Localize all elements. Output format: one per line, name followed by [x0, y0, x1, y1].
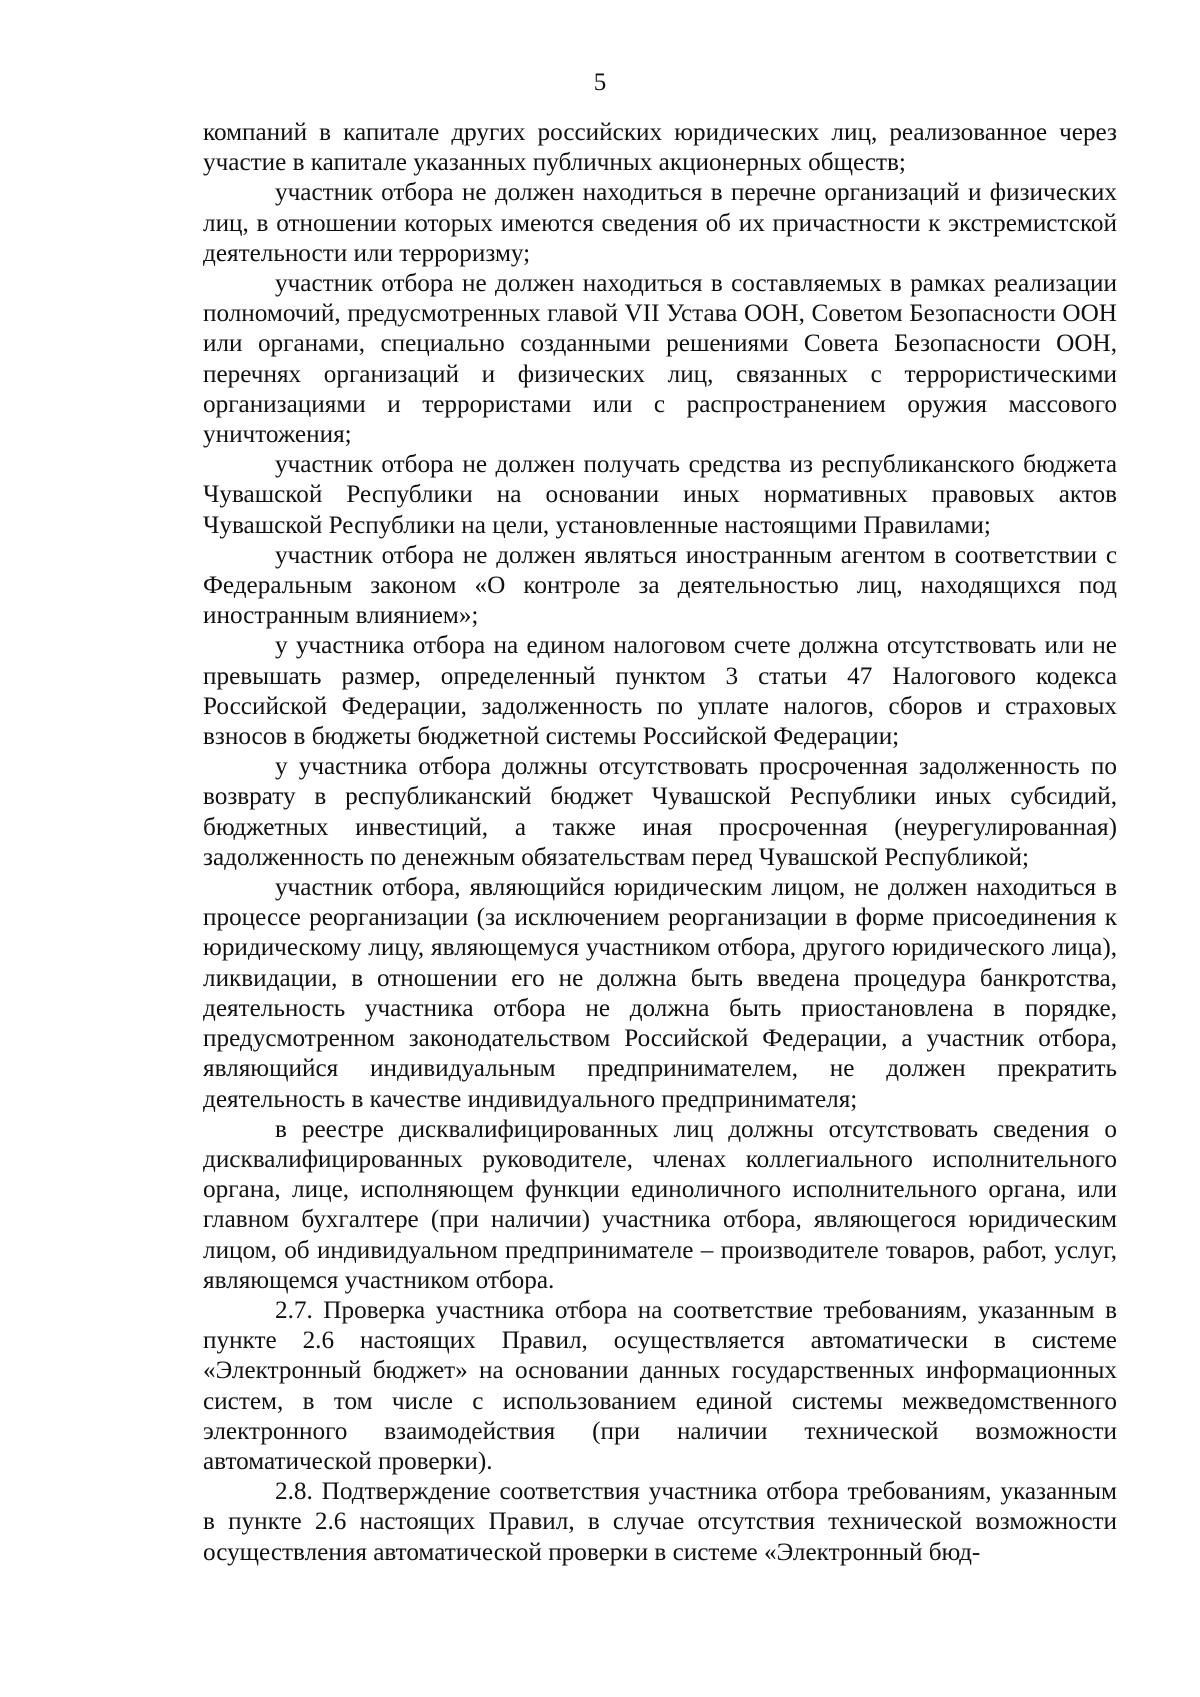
paragraph-continuation: компаний в капитале других российских юридических лиц, реализованное через участие в капитале указанных публичных акционерных обществ;: [203, 119, 1117, 177]
paragraph-2-7: 2.7. Проверка участника отбора на соответствие требованиям, указанным в пункте 2.6 настоящих Правил, осуществляется автоматически в системе «Электронный бюджет» на основании данных государственных информационных систем, в том числе с использованием единой системы межведомственного электронного взаимодействия (при наличии технической возможности автоматической проверки).: [203, 1296, 1117, 1475]
paragraph: в реестре дисквалифицированных лиц должны отсутствовать сведения о дисквалифицированных руководителе, членах коллегиального исполнительного органа, лице, исполняющем функции единоличного исполнительного органа, или главном бухгалтере (при наличии) участника отбора, являющегося юридическим лицом, об индивидуальном предпринимателе – производителе товаров, работ, услуг, являющемся участником отбора.: [203, 1115, 1117, 1294]
paragraph: участник отбора не должен находиться в составляемых в рамках реализации полномочий, предусмотренных главой VII Устава ООН, Советом Безопасности ООН или органами, специально созданными решениями Совета Безопасности ООН, перечнях организаций и физических лиц, связанных с террористическими организациями и террористами или с распространением оружия массового уничтожения;: [203, 270, 1117, 449]
paragraph: участник отбора не должен получать средства из республиканского бюджета Чувашской Республики на основании иных нормативных правовых актов Чувашской Республики на цели, установленные настоящими Правилами;: [203, 451, 1117, 539]
paragraph: у участника отбора должны отсутствовать просроченная задолженность по возврату в республиканский бюджет Чувашской Республики иных субсидий, бюджетных инвестиций, а также иная просроченная (неурегулированная) задолженность по денежным обязательствам перед Чувашской Республикой;: [203, 753, 1117, 871]
paragraph: у участника отбора на едином налоговом счете должна отсутствовать или не превышать размер, определенный пунктом 3 статьи 47 Налогового кодекса Российской Федерации, задолженность по уплате налогов, сборов и страховых взносов в бюджеты бюджетной системы Российской Федерации;: [203, 632, 1117, 751]
paragraph: участник отбора не должен находиться в перечне организаций и физических лиц, в отношении которых имеются сведения об их причастности к экстремистской деятельности или терроризму;: [203, 179, 1117, 267]
page-number: 5: [593, 69, 607, 96]
paragraph-2-8: 2.8. Подтверждение соответствия участника отбора требованиям, указанным в пункте 2.6 настоящих Правил, в случае отсутствия технической возможности осуществления автоматической проверки в системе «Электронный бюд-: [203, 1478, 1117, 1566]
paragraph: участник отбора, являющийся юридическим лицом, не должен находиться в процессе реорганизации (за исключением реорганизации в форме присоединения к юридическому лицу, являющемуся участником отбора, другого юридического лица), ликвидации, в отношении его не должна быть введена процедура банкротства, деятельность участника отбора не должна быть приостановлена в порядке, предусмотренном законодательством Российской Федерации, а участник отбора, являющийся индивидуальным предпринимателем, не должен прекратить деятельность в качестве индивидуального предпринимателя;: [203, 874, 1117, 1113]
paragraph: участник отбора не должен являться иностранным агентом в соответствии с Федеральным законом «О контроле за деятельностью лиц, находящихся под иностранным влиянием»;: [203, 541, 1117, 630]
document-body: [203, 118, 1117, 1568]
